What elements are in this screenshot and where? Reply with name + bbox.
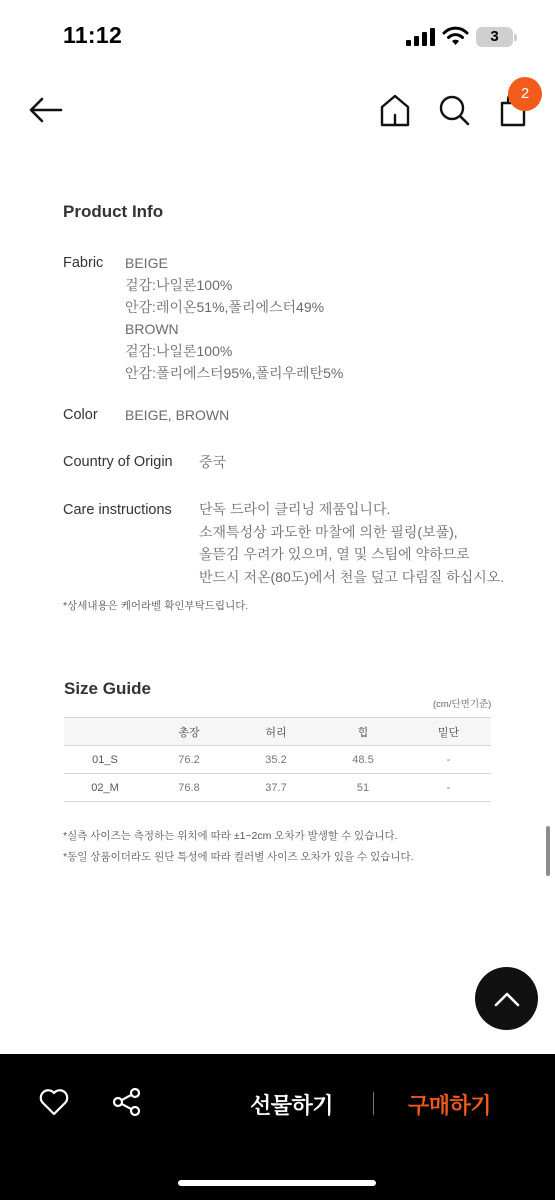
- fabric-value: [125, 252, 343, 384]
- care-line: 반드시 저온(80도)에서 천을 덮고 다림질 하십시오.: [199, 568, 505, 585]
- scrollbar[interactable]: [546, 826, 550, 876]
- status-time: 11:12: [63, 22, 123, 48]
- table-row: [64, 774, 491, 802]
- cellular-signal-icon: [406, 28, 436, 46]
- care-line: 올뜯김 우려가 있으며, 열 및 스팀에 약하므로: [199, 546, 470, 562]
- size-note: *동일 상품이더라도 원단 특성에 따라 컬러별 사이즈 오차가 있을 수 있습니다.: [63, 851, 414, 863]
- fabric-line: BEIGE: [125, 255, 168, 271]
- size-unit-note: (cm/단면기준): [433, 699, 492, 710]
- fabric-line: 겉감:나일론100%: [125, 343, 233, 359]
- care-value: [199, 498, 504, 588]
- origin-value: 중국: [199, 454, 227, 470]
- size-cell: -: [406, 774, 491, 802]
- bottom-action-bar: [0, 1054, 555, 1200]
- wifi-icon: [442, 25, 469, 46]
- size-column-header: [64, 718, 146, 746]
- buy-button[interactable]: 구매하기: [408, 1094, 492, 1119]
- care-label-note: *상세내용은 케어라벨 확인부탁드립니다.: [63, 600, 249, 612]
- care-label: Care instructions: [63, 502, 172, 518]
- top-navigation: [0, 72, 555, 152]
- size-cell: 37.7: [232, 774, 320, 802]
- size-guide-title: Size Guide: [64, 679, 151, 698]
- color-label: Color: [63, 407, 98, 423]
- fabric-line: 안감:레이온51%,폴리에스터49%: [125, 299, 325, 315]
- fabric-line: 겉감:나일론100%: [125, 277, 233, 293]
- size-column-header: 힙: [320, 718, 406, 746]
- size-name-cell: 01_S: [64, 746, 146, 774]
- divider: [373, 1092, 374, 1115]
- size-cell: -: [406, 746, 491, 774]
- product-info-title: Product Info: [63, 202, 164, 221]
- battery-icon: [476, 27, 518, 47]
- size-column-header: 허리: [232, 718, 320, 746]
- size-cell: 76.2: [146, 746, 232, 774]
- care-line: 단독 드라이 클리닝 제품입니다.: [199, 501, 391, 517]
- size-table-header: [64, 718, 491, 746]
- chevron-up-icon: [493, 990, 521, 1008]
- size-name-cell: 02_M: [64, 774, 146, 802]
- color-value: BEIGE, BROWN: [125, 407, 230, 423]
- size-cell: 51: [320, 774, 406, 802]
- size-column-header: 밑단: [406, 718, 491, 746]
- size-note: *실측 사이즈는 측정하는 위치에 따라 ±1~2cm 오차가 발생할 수 있습니다.: [63, 830, 398, 842]
- size-cell: 35.2: [232, 746, 320, 774]
- back-arrow-icon[interactable]: [28, 92, 64, 128]
- origin-label: Country of Origin: [63, 454, 173, 470]
- size-cell: 76.8: [146, 774, 232, 802]
- share-icon[interactable]: [112, 1087, 142, 1117]
- heart-icon[interactable]: [38, 1087, 70, 1117]
- gift-button[interactable]: 선물하기: [250, 1094, 334, 1119]
- home-indicator: [178, 1180, 376, 1186]
- scroll-to-top-button[interactable]: [475, 967, 538, 1030]
- search-icon[interactable]: [437, 92, 471, 128]
- fabric-line: BROWN: [125, 321, 179, 337]
- size-cell: 48.5: [320, 746, 406, 774]
- status-bar: [0, 0, 555, 72]
- home-icon[interactable]: [378, 92, 412, 128]
- fabric-line: 안감:폴리에스터95%,폴리우레탄5%: [125, 365, 344, 381]
- size-table: [64, 717, 491, 802]
- size-column-header: 총장: [146, 718, 232, 746]
- fabric-label: Fabric: [63, 255, 104, 271]
- cart-count-badge: 2: [508, 77, 542, 111]
- table-row: [64, 746, 491, 774]
- care-line: 소재특성상 과도한 마찰에 의한 필링(보풀),: [199, 523, 458, 540]
- battery-level: 3: [490, 28, 499, 45]
